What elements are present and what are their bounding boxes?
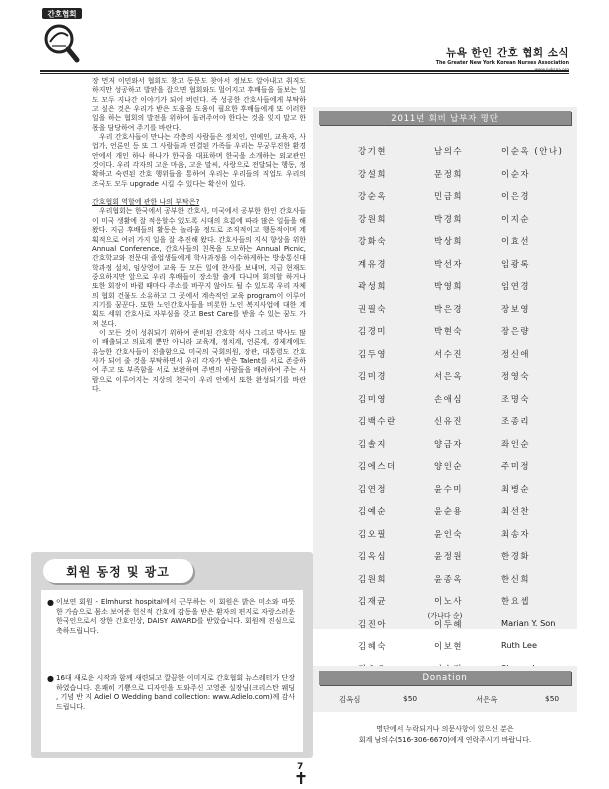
donation-name: 김옥심: [339, 695, 361, 704]
donor-name: 김백수란: [358, 416, 397, 426]
donor-name: 조종리: [501, 416, 531, 426]
donor-name: 이보현: [434, 641, 464, 651]
donor-name: 윤순용: [434, 506, 464, 516]
donor-name: 이지순: [501, 213, 531, 224]
donor-name: 박현숙: [434, 326, 464, 336]
newsletter-masthead: [436, 45, 569, 72]
donor-name: 박상희: [434, 236, 464, 246]
donor-name: 한경화: [501, 551, 531, 561]
donor-name: 남의수: [434, 146, 464, 156]
donor-name: 최병순: [501, 483, 531, 494]
donation-title: Donation: [319, 671, 571, 685]
donor-name: 박은경: [434, 303, 464, 314]
donor-name: 주미정: [501, 461, 531, 471]
donor-name: 신유진: [434, 416, 464, 426]
donation-amount: $50: [403, 694, 418, 703]
logo-text: 간호협회: [47, 9, 77, 19]
news-item: [47, 598, 295, 636]
member-news-content: [41, 590, 303, 752]
donor-row: [313, 550, 577, 573]
article-paragraph: 우리협회는 한국에서 공부한 간호사, 미국에서 공부한 한인 간호사들이 미국 생활에 잘 적응할수 있도록 시대의 흐름에 따라 많은 일들을 해왔다. 지금 후배들의 활동은 놀라울 정도로 조직적이고 행동적이며 계획적으로 여러 가지 일을 잘 추진해 왔다. 간호사들의 지식 향상을 위한 Annual Conference, 간호사들의 친목을 도모하는 Annual Picnic, 간호학교와 전문대 졸업생들에게 학사과정을 이수하게하는 방송통신대학과정 설치, 임상영어 교육 등 모든 일에 찬사를 보내며, 지금 현재도 중요하지만 앞으로 우리 후배들이 장소할 출게 다니며 회의할 하거나 또한 회장이 바뀔 때마다 주소를 바꾸지 않아도 될 수 있도록 우리 자체의 협회 건물도 소유하고 그 곳에서 계속적인 교육 program이 이루어지기를 꿈꾼다. 또한 노인간호사들을 비롯한 노인 복지사업에 대한 계획도 세워 간호사로 자부심을 갖고 Best Care를 받을 수 있는 꿈도 가져 본다.: [92, 207, 306, 328]
donor-row: [313, 235, 577, 258]
donor-name: 김연정: [358, 483, 388, 494]
donor-row: [313, 393, 577, 416]
donor-name: 강기현: [358, 146, 388, 156]
donor-row: [313, 213, 577, 236]
donor-name: 강원희: [358, 213, 388, 224]
donor-name: 양금자: [434, 438, 464, 449]
donor-name: 민금희: [434, 191, 464, 201]
donor-name: 김진아: [358, 618, 388, 629]
donor-list-title: 2011년 회비 납부자 명단: [319, 111, 571, 125]
donor-name: Marian Y. Son: [501, 617, 556, 628]
donor-name: 최송자: [501, 528, 531, 539]
donation-amount: $50: [545, 694, 560, 703]
donor-name: 김미경: [358, 371, 388, 381]
donor-name: 김원희: [358, 573, 388, 584]
news-item-text: 이보연 회원 - Elmhurst hospital에서 근무하는 이 회원은 밝은 미소와 따뜻한 가슴으로 몸소 보여준 헌신적 간호에 감동을 받은 환자의 편지로 자랑스러운 한국인으로서 장한 간호인상, DAISY AWARD를 받았습니다. 회원께 진심으로 축하드립니다.: [56, 598, 295, 635]
donor-list-box: [313, 107, 577, 651]
donor-name: 이효선: [501, 236, 531, 246]
masthead-title-korean: 뉴욕 한인 간호 협회 소식: [445, 47, 569, 59]
donor-name: 한요셉: [501, 596, 531, 606]
donor-name: 곽성희: [358, 281, 388, 291]
donor-name: 좌인순: [501, 438, 531, 449]
donor-name: 김두영: [358, 348, 388, 359]
donor-name: 이노사: [434, 596, 464, 606]
donor-row: [313, 258, 577, 281]
member-news-box: [31, 552, 313, 758]
donor-row: [313, 370, 577, 393]
donor-name: 장보영: [501, 303, 531, 314]
donor-name: 윤인숙: [434, 528, 464, 539]
donor-name: 손애심: [434, 393, 464, 404]
article-column: [92, 77, 306, 394]
donor-name: 박선자: [434, 258, 464, 269]
association-logo: [40, 6, 116, 66]
donor-name: 정신애: [501, 348, 531, 359]
member-news-title: 회원 동정 및 광고: [66, 564, 170, 579]
donor-list-grid: [313, 145, 577, 685]
donor-name: 정영숙: [501, 371, 531, 381]
page-number: 7: [297, 762, 304, 772]
member-news-title-badge: [43, 559, 193, 583]
donor-name: 박경희: [434, 213, 464, 224]
contact-note-line: 회계 남의수(516-306-6670)에게 연락주시기 바랍니다.: [358, 736, 532, 744]
donor-name: 임연경: [501, 281, 531, 291]
donor-name: 이순자: [501, 168, 531, 179]
donation-box: [313, 666, 577, 712]
donor-name: 김미영: [358, 393, 388, 404]
header-rule-thick: [40, 70, 569, 72]
donor-row: [313, 415, 577, 438]
donor-row: [313, 145, 577, 168]
donor-name: 김경미: [358, 326, 388, 336]
donor-name: Ruth Lee: [501, 640, 538, 650]
donor-name: 김예순: [358, 506, 388, 516]
article-subheading: 간호협회 역할에 관한 나의 부탁은?: [92, 198, 200, 207]
donor-name: 강설희: [358, 168, 388, 179]
article-paragraph: 이 모든 것이 성취되기 위하여 준비된 간호학 석사 그리고 박사도 많이 배출되고 의료계 뿐만 아니라 교육계, 정치계, 언론계, 경제계에도 유능한 간호사들이 진출함으로 미국의 국회의원, 장관, 대통령도 간호사가 되어 줄 것을 부탁하면서 우리 각자가 받은 Talent를 서로 존중하여 주고 또 부족함을 서로 보완하며 주변의 사람들을 배려하여 주는 사람으로 이루어지는 지상의 천국이 우리 안에서 또한 완성되기를 바란다.: [92, 328, 306, 393]
article-paragraph: 장 먼저 이민와서 협회도 찾고 동문도 찾아서 정보도 알아내고 취직도 하지만 성공하고 발판을 잡으면 협회와도 멀어지고 후배들을 돌보는 일도 모두 지나간 이야기가 되어 버린다. 즉 성공한 간호사들에게 부탁하고 싶은 것은 우리가 받은 도움을 도움이 필요한 후배들에게 또 이러한 일을 하는 협회의 발전을 위하여 돌려주어야 한다는 것을 잊지 말고 한 몫을 담당하여 주기를 바란다.: [92, 77, 306, 132]
donor-name: 조명숙: [501, 393, 531, 404]
donor-name: 문정희: [434, 168, 464, 179]
donor-row: [313, 303, 577, 326]
bullet-icon: ●: [47, 674, 54, 683]
donation-name: 서은옥: [476, 695, 498, 704]
donor-name: 박영희: [434, 281, 464, 291]
donor-row: [313, 460, 577, 483]
donor-name: 윤수미: [434, 483, 464, 494]
donor-name: 양인순: [434, 461, 464, 471]
donor-name: 이두혜: [434, 618, 464, 629]
donor-name: 김옥심: [358, 551, 388, 561]
donor-name: 김혜숙: [358, 641, 388, 651]
donor-row: [313, 528, 577, 551]
donor-name: 강화숙: [358, 236, 388, 246]
donor-name: 임광록: [501, 258, 531, 269]
donor-name: 이은경: [501, 191, 531, 201]
donor-row: [313, 438, 577, 461]
donor-name: 최선찬: [501, 506, 531, 516]
donor-row: [313, 325, 577, 348]
article-paragraph: 우리 간호사들이 만나는 각층의 사람들은 정치인, 연예인, 교육자, 사업가, 언론인 등 또 그 사람들과 연결된 가족들 우리는 무궁무진한 환경 안에서 개인 하나 하나가 한국을 대표하며 한국을 소개하는 외교관인 것이다. 우리 각자의 고운 마음, 고운 말씨, 사랑으로 전달되는 행동, 정확하고 숙련된 간호 행위들을 통하여 우리는 우리들의 직업도 우리의 조국도 모두 upgrade 시킬 수 있다는 확신이 있다.: [92, 133, 306, 188]
donor-name: 계유경: [358, 258, 388, 269]
donor-name: 윤정원: [434, 551, 464, 561]
donor-name: 김솔지: [358, 438, 388, 449]
donor-name: 서수진: [434, 348, 464, 359]
donor-name: 장은량: [501, 326, 531, 336]
donor-row: [313, 190, 577, 213]
donor-row: [313, 168, 577, 191]
donor-name: 김재균: [358, 596, 388, 606]
cross-icon: [296, 772, 306, 784]
donor-name: 김오필: [358, 528, 388, 539]
donor-name: 이순옥 (안나): [501, 146, 564, 156]
donor-row: [313, 505, 577, 528]
news-item-text: 16대 새로운 시작과 함께 새련되고 깔끔한 이미지로 간호협회 뉴스레터가 단장하였습니다. 흔쾌히 기쁨으로 디자인을 도와주신 고영준 실장님(크리스탄 웨딩 , 기념 반 지 Adiel O Wedding band collection: www.Adielo.com)께 감사드립니다.: [56, 674, 295, 711]
donor-name: 서은옥: [434, 371, 464, 381]
donor-row: [313, 280, 577, 303]
donor-row: [313, 573, 577, 596]
donor-name: 김에스더: [358, 461, 397, 471]
header-rule-thin: [40, 73, 569, 74]
donor-name: 권필숙: [358, 303, 388, 314]
donor-name: 한신희: [501, 573, 531, 584]
contact-note-line: 명단에서 누락되거나 의문사항이 있으신 분은: [376, 725, 514, 733]
donor-list-sort-note: (가나다 순): [427, 612, 463, 620]
donor-name: 윤종옥: [434, 573, 464, 584]
donor-row: [313, 483, 577, 506]
donor-row: [313, 348, 577, 371]
donor-name: 강순옥: [358, 191, 388, 201]
contact-note: [313, 724, 577, 746]
donor-row: [313, 640, 577, 663]
masthead-title-english: The Greater New York Korean Nurses Association: [435, 61, 569, 66]
news-item: [47, 674, 295, 712]
bullet-icon: ●: [47, 598, 54, 607]
